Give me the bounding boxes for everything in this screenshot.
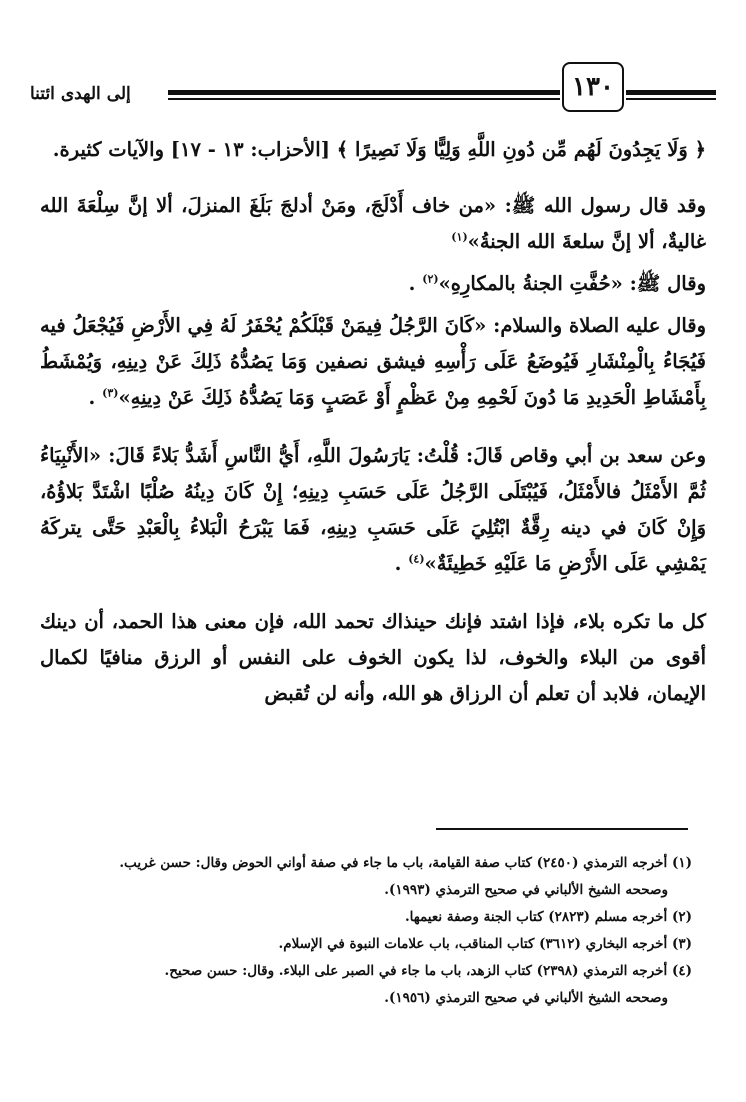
footnote-separator [436,828,688,830]
footnote-4-continued: وصححه الشيخ الألباني في صحيح الترمذي (١٩٥٦). [384,990,668,1006]
hadith-paragraph-4: وعن سعد بن أبي وقاص قَالَ: قُلْتُ: يَارَسُولَ اللَّهِ، أَيُّ النَّاسِ أَشَدُّ بَلاءً قَالَ: «الأَنْبِيَاءُ ثُمَّ الأَمْثَلُ فالأَمْثَلُ، فَيُبْتَلَى الرَّجُلُ عَلَى حَسَبِ دِينِهِ؛ إِنْ كَانَ دِينُهُ صُلْبًا اشْتَدَّ بَلاؤُهُ، وَإِنْ كَانَ في دينه رِقَّةٌ ابْتُلِيَ عَلَى حَسَبِ دِينِهِ، فَمَا يَبْرَحُ الْبَلاءُ بِالْعَبْدِ حَتَّى يتركَهُ يَمْشِي عَلَى الأَرْضِ مَا عَلَيْهِ خَطِيئَةٌ»$^{(٤)}$ . [40,444,706,575]
footnote-2: (٢) أخرجه مسلم (٢٨٢٣) كتاب الجنة وصفة نعيمها. [404,909,692,925]
hadith-paragraph-1 [40,188,706,260]
page-header [30,60,716,110]
footnotes [60,850,692,1012]
paragraph-text: ﴿ وَلَا يَجِدُونَ لَهُم مِّن دُونِ اللَّهِ وَلِيًّا وَلَا نَصِيرًا ﴾ [الأحزاب: ١٣ - ١٧] والآيات كثيرة. [52,138,706,161]
footnote-ref-2: (٢) [422,272,439,286]
quran-paragraph [40,132,706,168]
hadith-paragraph-2: وقال ﷺ: «حُفَّتِ الجنةُ بالمكارِهِ»$^{(٢)}$ . [408,272,706,295]
paragraph-text: كل ما تكره بلاء، فإذا اشتد فإنك حينذاك تحمد الله، فإن معنى هذا الحمد، أن دينك أقوى من البلاء والخوف، لذا يكون الخوف على النفس أو الرزق منافيًا لكمال الإيمان، فلابد أن تعلم أن الرزاق هو الله، وأنه لن تُقبض [40,610,706,705]
footnote-3: (٣) أخرجه البخاري (٣٦١٢) كتاب المناقب، باب علامات النبوة في الإسلام. [278,936,692,952]
header-rule-right-thick [626,90,716,95]
paragraph-text: وقال ﷺ: «حُفَّتِ الجنةُ بالمكارِهِ» [438,272,706,295]
footnote-4: (٤) أخرجه الترمذي (٢٣٩٨) كتاب الزهد، باب ما جاء في الصبر على البلاء. وقال: حسن صحيح. [164,963,692,979]
footnote-ref-1: (١) [451,230,468,244]
footnote-1: (١) أخرجه الترمذي (٢٤٥٠) كتاب صفة القيامة، باب ما جاء في صفة أواني الحوض وقال: حسن غريب. [119,855,692,871]
header-rule-right-thin [626,98,716,100]
paragraph-text: وقال عليه الصلاة والسلام: «كَانَ الرَّجُلُ فِيمَنْ قَبْلَكُمْ يُحْفَرُ لَهُ فِي الأَرْضِ فَيُجْعَلُ فيه فَيُجَاءُ بِالْمِنْشَارِ فَيُوضَعُ عَلَى رَأْسِهِ فيشق نصفين وَمَا يَصُدُّهُ ذَلِكَ عَنْ دِينِهِ، وَيُمْشَطُ بِأَمْشَاطِ الْحَدِيدِ مَا دُونَ لَحْمِهِ مِنْ عَظْمٍ أَوْ عَصَبٍ وَمَا يَصُدُّهُ ذَلِكَ عَنْ دِينِهِ» [40,314,706,409]
footnote-ref-4: (٤) [408,552,425,566]
hadith-paragraph-3: وقال عليه الصلاة والسلام: «كَانَ الرَّجُلُ فِيمَنْ قَبْلَكُمْ يُحْفَرُ لَهُ فِي الأَرْضِ فَيُجْعَلُ فيه فَيُجَاءُ بِالْمِنْشَارِ فَيُوضَعُ عَلَى رَأْسِهِ فيشق نصفين وَمَا يَصُدُّهُ ذَلِكَ عَنْ دِينِهِ، وَيُمْشَطُ بِأَمْشَاطِ الْحَدِيدِ مَا دُونَ لَحْمِهِ مِنْ عَظْمٍ أَوْ عَصَبٍ وَمَا يَصُدُّهُ ذَلِكَ عَنْ دِينِهِ»$^{(٣)}$ . [40,314,706,409]
main-text [40,132,706,712]
footnote-1-continued: وصححه الشيخ الألباني في صحيح الترمذي (١٩٩٣). [384,882,668,898]
paragraph-text: وعن سعد بن أبي وقاص قَالَ: قُلْتُ: يَارَسُولَ اللَّهِ، أَيُّ النَّاسِ أَشَدُّ بَلاءً قَالَ: «الأَنْبِيَاءُ ثُمَّ الأَمْثَلُ فالأَمْثَلُ، فَيُبْتَلَى الرَّجُلُ عَلَى حَسَبِ دِينِهِ؛ إِنْ كَانَ دِينُهُ صُلْبًا اشْتَدَّ بَلاؤُهُ، وَإِنْ كَانَ في دينه رِقَّةٌ ابْتُلِيَ عَلَى حَسَبِ دِينِهِ، فَمَا يَبْرَحُ الْبَلاءُ بِالْعَبْدِ حَتَّى يتركَهُ يَمْشِي عَلَى الأَرْضِ مَا عَلَيْهِ خَطِيئَةٌ» [40,444,706,575]
footnote-ref-3: (٣) [102,386,119,400]
header-rule-thin [168,98,560,100]
running-title: إلى الهدى ائتنا [30,84,131,104]
paragraph-text: وقد قال رسول الله ﷺ: «من خاف أَدْلَجَ، ومَنْ أدلجَ بَلَغَ المنزلَ، ألا إنَّ سِلْعَةَ الله غاليةٌ، ألا إنَّ سلعةَ الله الجنةُ» [40,194,706,253]
header-rule-thick [168,90,560,95]
commentary-paragraph [40,604,706,712]
page-number: ١٣٠ [562,62,624,112]
